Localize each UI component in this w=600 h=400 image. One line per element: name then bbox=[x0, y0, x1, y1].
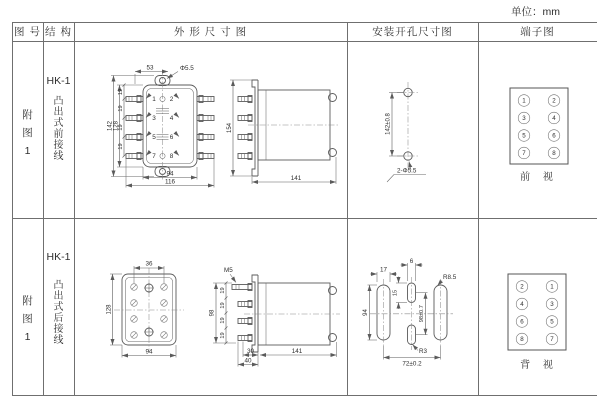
header-structure: 结 构 bbox=[45, 26, 72, 38]
unit-label: 单位：mm bbox=[511, 6, 560, 18]
row1-mounting-drawing bbox=[347, 41, 478, 218]
dim-r85: R8.5 bbox=[443, 274, 457, 281]
svg-text:7: 7 bbox=[550, 336, 554, 344]
dim-r3: R3 bbox=[419, 348, 428, 355]
row2-side-view bbox=[210, 267, 341, 367]
row2-rear-view bbox=[107, 261, 185, 358]
svg-text:5: 5 bbox=[522, 132, 526, 140]
dim-40: 40 bbox=[244, 357, 252, 365]
svg-text:6: 6 bbox=[520, 318, 524, 326]
row1-side-view bbox=[227, 80, 340, 184]
svg-text:4: 4 bbox=[169, 115, 174, 123]
dim-hole-spacing: 142±0.8 bbox=[385, 113, 392, 135]
dim-15: 15 bbox=[392, 289, 399, 297]
header-mounting: 安装开孔尺寸图 bbox=[372, 26, 453, 38]
dim-hole-count: 2-Φ5.5 bbox=[397, 167, 417, 175]
svg-text:7: 7 bbox=[522, 150, 526, 158]
dim-141: 141 bbox=[290, 175, 302, 182]
dim-94: 94 bbox=[145, 348, 153, 356]
svg-text:7: 7 bbox=[152, 153, 156, 161]
row1-terminal-drawing bbox=[478, 41, 600, 218]
row2-model: HK-1 bbox=[46, 251, 71, 263]
dim-98: 98 bbox=[209, 309, 216, 317]
dim-72: 72±0.2 bbox=[402, 360, 422, 368]
svg-text:5: 5 bbox=[550, 318, 554, 326]
svg-text:6: 6 bbox=[552, 132, 556, 140]
row1-model: HK-1 bbox=[46, 75, 71, 87]
row2-terminal-circles bbox=[516, 281, 558, 345]
dim-154: 154 bbox=[227, 122, 233, 134]
dim-94: 94 bbox=[166, 170, 174, 178]
svg-text:19: 19 bbox=[118, 105, 124, 112]
svg-text:2: 2 bbox=[552, 97, 556, 105]
svg-text:6: 6 bbox=[169, 134, 174, 142]
row1-outline-drawing bbox=[74, 41, 347, 218]
row1-fig-number: 附 图 1 bbox=[22, 109, 33, 157]
row2-view-label: 背 视 bbox=[520, 360, 558, 371]
dim-30: 30 bbox=[246, 348, 255, 355]
svg-text:1: 1 bbox=[550, 283, 554, 291]
dim-142: 142 bbox=[107, 120, 114, 132]
svg-text:19: 19 bbox=[220, 317, 226, 324]
row2-side-studs bbox=[232, 284, 252, 342]
svg-text:19: 19 bbox=[220, 302, 226, 309]
header-outline: 外 形 尺 寸 图 bbox=[173, 26, 248, 38]
svg-text:8: 8 bbox=[169, 153, 174, 161]
svg-text:3: 3 bbox=[522, 115, 526, 123]
row1-front-view bbox=[126, 70, 214, 181]
row1-view-label: 前 视 bbox=[520, 172, 558, 183]
svg-text:19: 19 bbox=[220, 287, 226, 294]
row2-fig-number: 附 图 1 bbox=[22, 295, 33, 343]
svg-text:1: 1 bbox=[152, 96, 156, 104]
row2-structure: 凸 出 式 后 接 线 bbox=[53, 280, 64, 346]
svg-text:2: 2 bbox=[169, 96, 174, 104]
table-bottom-border bbox=[12, 395, 597, 396]
row2-mounting-drawing bbox=[347, 218, 478, 395]
svg-text:19: 19 bbox=[220, 332, 226, 339]
svg-text:3: 3 bbox=[550, 301, 554, 309]
header-terminal: 端子图 bbox=[520, 26, 555, 38]
dim-141: 141 bbox=[291, 348, 303, 355]
front-right-studs bbox=[197, 96, 214, 160]
svg-text:8: 8 bbox=[520, 336, 524, 344]
header-fig: 图 号 bbox=[14, 26, 41, 38]
svg-text:19: 19 bbox=[118, 143, 124, 150]
svg-text:19: 19 bbox=[118, 124, 124, 131]
row2-outline-drawing bbox=[74, 218, 347, 395]
svg-text:5: 5 bbox=[152, 134, 156, 142]
dim-36: 36 bbox=[145, 260, 153, 268]
dim-98-tol: 98±0.7 bbox=[419, 305, 425, 323]
front-left-studs bbox=[126, 96, 143, 160]
svg-text:1: 1 bbox=[522, 97, 526, 105]
svg-text:4: 4 bbox=[520, 301, 524, 309]
dim-128: 128 bbox=[106, 304, 113, 315]
svg-text:3: 3 bbox=[152, 115, 156, 123]
row1-terminal-circles bbox=[518, 95, 560, 159]
dim-hole: Φ5.5 bbox=[180, 65, 194, 72]
side-studs bbox=[238, 96, 252, 160]
front-terminal-numbers bbox=[146, 95, 179, 161]
dim-17: 17 bbox=[379, 266, 388, 274]
dim-116: 116 bbox=[164, 178, 176, 186]
dim-thread: M5 bbox=[224, 267, 233, 274]
dim-94: 94 bbox=[363, 309, 369, 316]
svg-text:2: 2 bbox=[520, 283, 524, 291]
dim-128: 128 bbox=[113, 120, 120, 132]
svg-text:8: 8 bbox=[552, 150, 556, 158]
svg-text:4: 4 bbox=[552, 115, 556, 123]
row1-structure: 凸 出 式 前 接 线 bbox=[53, 96, 64, 162]
dim-6: 6 bbox=[409, 258, 414, 265]
dim-53: 53 bbox=[146, 64, 154, 72]
svg-text:19: 19 bbox=[118, 88, 124, 96]
